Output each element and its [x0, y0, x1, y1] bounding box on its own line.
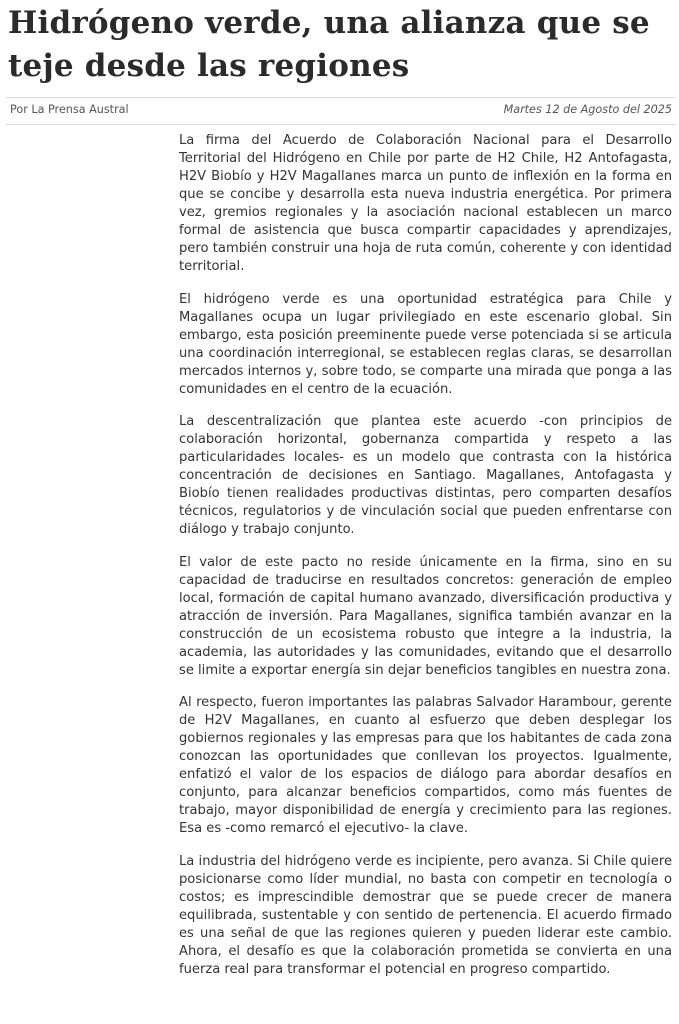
article-byline: Por La Prensa Austral — [10, 103, 129, 116]
article-paragraph: Al respecto, fueron importantes las palabras Salvador Harambour, gerente de H2V Magallanes, en cuanto al esfuerzo que deben desplegar los gobiernos regionales y las empresas para que los habitantes de cada zona conozcan las oportunidades que conllevan los proyectos. Igualmente, enfatizó el valor de los espacios de diálogo para abordar desafíos en conjunto, para alcanzar beneficios compartidos, como más fuentes de trabajo, mayor disponibilidad de energía y crecimiento para las regiones. Esa es -como remarcó el ejecutivo- la clave. — [179, 695, 672, 836]
article-meta-bar — [6, 97, 676, 125]
article-paragraph: El valor de este pacto no reside únicamente en la firma, sino en su capacidad de traducirse en resultados concretos: generación de empleo local, formación de capital humano avanzado, diversificación productiva y atracción de inversión. Para Magallanes, significa también avanzar en la construcción de un ecosistema robusto que integre a la industria, la academia, las autoridades y las comunidades, evitando que el desarrollo se limite a exportar energía sin dejar beneficios tangibles en nuestra zona. — [179, 554, 672, 678]
article-paragraph: La industria del hidrógeno verde es incipiente, pero avanza. Si Chile quiere posicionarse como líder mundial, no basta con competir en tecnología o costos; es imprescindible demostrar que se puede crecer de manera equilibrada, sustentable y con sentido de pertenencia. El acuerdo firmado es una señal de que las regiones quieren y pueden liderar este cambio. Ahora, el desafío es que la colaboración prometida se convierta en una fuerza real para transformar el potencial en progreso compartido. — [179, 853, 672, 977]
article-date: Martes 12 de Agosto del 2025 — [503, 103, 672, 116]
article-body — [179, 132, 672, 993]
article-paragraph: La firma del Acuerdo de Colaboración Nacional para el Desarrollo Territorial del Hidrógeno en Chile por parte de H2 Chile, H2 Antofagasta, H2V Biobío y H2V Magallanes marca un punto de inflexión en la forma en que se concibe y desarrolla esta nueva industria energética. Por primera vez, gremios regionales y la asociación nacional establecen un marco formal de asistencia que busca compartir capacidades y aprendizajes, pero también construir una hoja de ruta común, coherente y con identidad territorial. — [179, 133, 672, 274]
article-paragraph: La descentralización que plantea este acuerdo -con principios de colaboración horizontal, gobernanza compartida y respeto a las particularidades locales- es un modelo que contrasta con la histórica concentración de decisiones en Santiago. Magallanes, Antofagasta y Biobío tienen realidades productivas distintas, pero comparten desafíos técnicos, regulatorios y de vinculación social que pueden enfrentarse con diálogo y trabajo conjunto. — [179, 414, 672, 537]
article-paragraph: El hidrógeno verde es una oportunidad estratégica para Chile y Magallanes ocupa un lugar privilegiado en este escenario global. Sin embargo, esta posición preeminente puede verse potenciada si se articula una coordinación interregional, se establecen reglas claras, se desarrollan mercados internos y, sobre todo, se comparte una mirada que ponga a las comunidades en el centro de la ecuación. — [179, 291, 672, 397]
article-headline: Hidrógeno verde, una alianza que se teje desde las regiones — [8, 5, 650, 84]
